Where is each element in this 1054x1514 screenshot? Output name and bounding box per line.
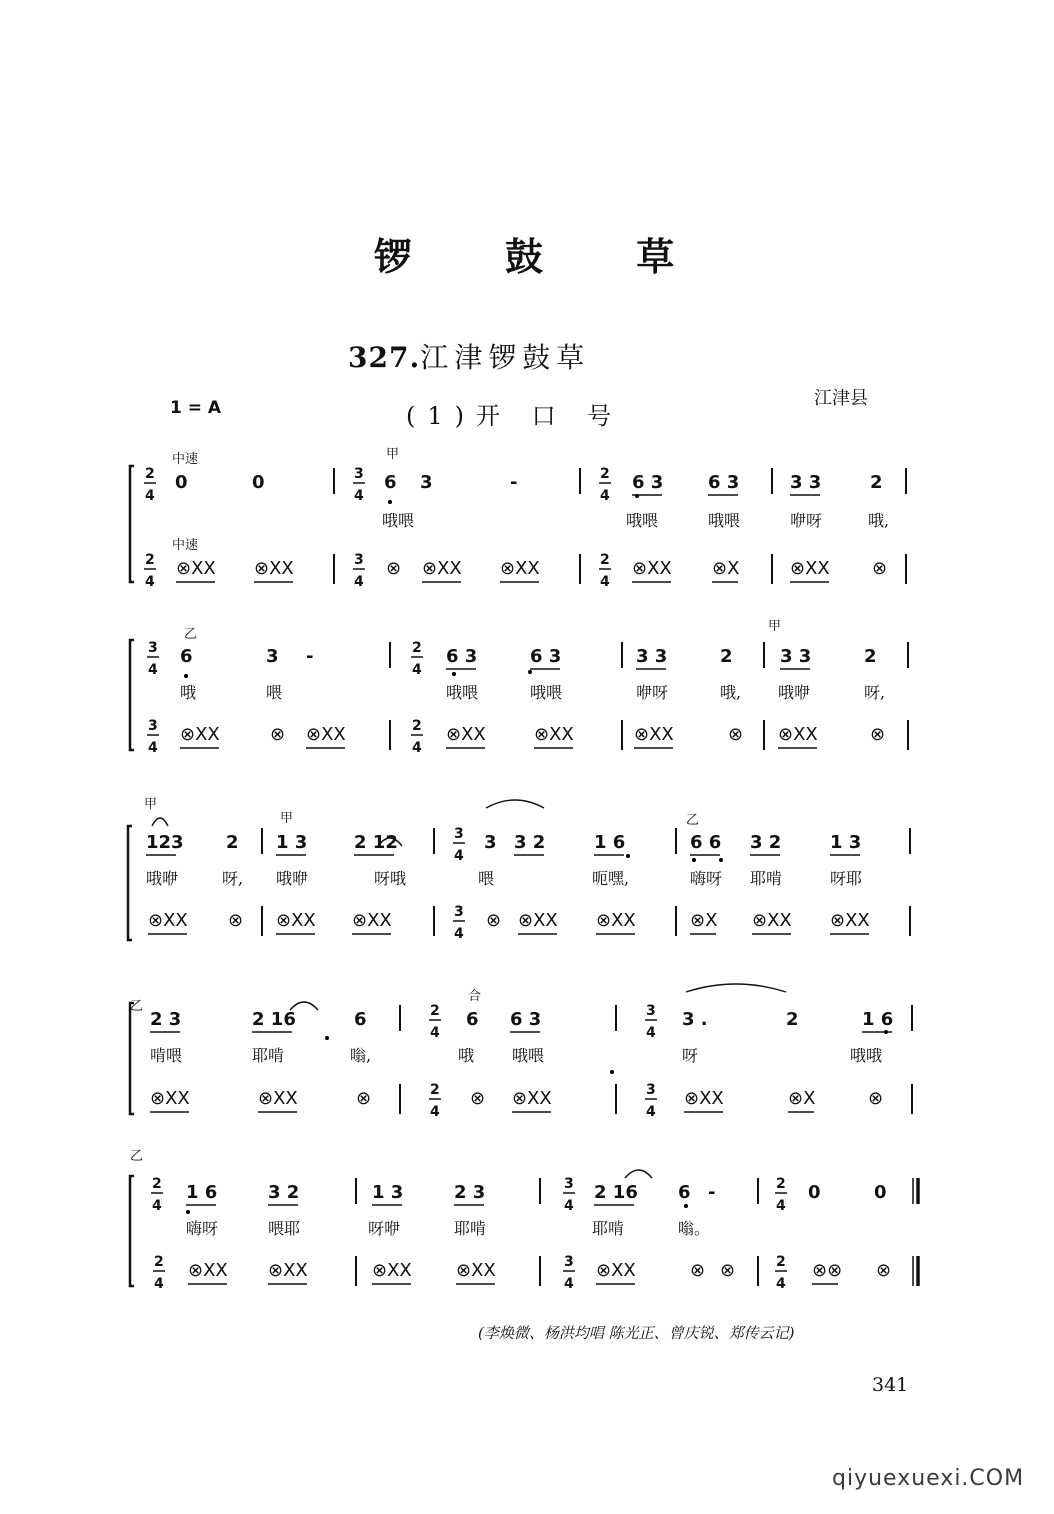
- system-2-melody-note: 6 3: [446, 646, 478, 667]
- system-1-perc-time-sig-den: 4: [600, 574, 610, 590]
- system-3-perc-note: ⊗XX: [148, 910, 188, 931]
- tempo-mark-perc: 中速: [172, 538, 199, 553]
- system-2-perc-note: ⊗XX: [180, 724, 220, 745]
- system-4-melody-note: 2 3: [150, 1009, 182, 1030]
- octave-dot: [610, 1070, 614, 1074]
- system-5-melody-note: 3 2: [268, 1182, 300, 1203]
- voice-marker: 乙: [130, 999, 144, 1014]
- system-3-melody-note: 123: [146, 832, 184, 853]
- system-2-melody-time-sig-den: 4: [148, 662, 158, 678]
- system-4-lyric: 嗡,: [350, 1046, 372, 1065]
- system-2-perc-note: ⊗: [728, 724, 744, 745]
- system-4-lyric: 啃喂: [150, 1046, 183, 1065]
- voice-marker: 合: [468, 989, 482, 1004]
- system-1-perc-note: ⊗: [872, 558, 888, 579]
- system-5-perc-time-sig-num: 2: [776, 1254, 786, 1270]
- system-4-perc-time-sig-num: 3: [646, 1082, 656, 1098]
- system-3-melody-note: 6 6: [690, 832, 722, 853]
- system-1-perc-note: ⊗XX: [790, 558, 830, 579]
- system-1-perc-note: ⊗XX: [422, 558, 462, 579]
- system-1-melody-time-sig-den: 4: [354, 488, 364, 504]
- system-1-melody-note: 0: [252, 472, 265, 493]
- system-5-melody-time-sig-den: 4: [776, 1198, 786, 1214]
- watermark-text: qiyuexuexi.COM: [832, 1466, 1025, 1491]
- voice-marker: 乙: [686, 813, 700, 828]
- system-2-lyric: 哦: [180, 683, 197, 702]
- system-1-perc-note: ⊗XX: [500, 558, 540, 579]
- system-1-melody-time-sig-num: 2: [145, 466, 155, 482]
- system-3-perc-note: ⊗XX: [518, 910, 558, 931]
- system-2-perc-note: ⊗XX: [534, 724, 574, 745]
- page-number: 341: [872, 1374, 909, 1396]
- octave-dot: [626, 854, 630, 858]
- system-3-lyric: 哦咿: [146, 869, 179, 888]
- system-5-perc-note: ⊗XX: [372, 1260, 412, 1281]
- system-4-lyric: 哦: [458, 1046, 475, 1065]
- system-1-melody-note: 0: [175, 472, 188, 493]
- system-5-melody-time-sig-den: 4: [564, 1198, 574, 1214]
- system-3-lyric: 哦咿: [276, 869, 309, 888]
- system-4-perc-note: ⊗XX: [258, 1088, 298, 1109]
- system-3-melody-time-sig-num: 3: [454, 826, 464, 842]
- system-1-melody-note: -: [510, 472, 518, 493]
- system-3-melody-note: 1 6: [594, 832, 626, 853]
- watermark: [832, 1466, 1024, 1491]
- system-2-melody-note: 6 3: [530, 646, 562, 667]
- system-2-perc-time-sig-num: 3: [148, 718, 158, 734]
- system-1-melody-note: 6 3: [632, 472, 664, 493]
- voice-marker: 甲: [144, 797, 158, 812]
- system-2-perc-note: ⊗: [270, 724, 286, 745]
- octave-dot: [186, 1210, 190, 1214]
- system-1-lyric: 哦喂: [708, 511, 741, 530]
- system-5-melody-time-sig-num: 3: [564, 1176, 574, 1192]
- octave-dot: [684, 1204, 688, 1208]
- octave-dot: [452, 672, 456, 676]
- system-4-lyric: 哦哦: [850, 1046, 883, 1065]
- octave-dot: [635, 494, 639, 498]
- system-1-lyric: 哦喂: [382, 511, 415, 530]
- system-4-perc-note: ⊗XX: [150, 1088, 190, 1109]
- system-1-melody-time-sig-den: 4: [145, 488, 155, 504]
- voice-marker: 甲: [280, 811, 294, 826]
- system-3-lyric: 嗨呀: [690, 869, 723, 888]
- system-5-perc-note: ⊗: [690, 1260, 706, 1281]
- system-2-melody-note: 6: [180, 646, 193, 667]
- system-2-melody-note: 3 3: [780, 646, 812, 667]
- system-2-lyric: 咿呀: [636, 683, 669, 702]
- page-title: 锣 鼓 草: [373, 235, 715, 279]
- voice-marker: 甲: [768, 619, 782, 634]
- system-5-melody-note: 0: [808, 1182, 821, 1203]
- system-1-perc-time-sig-num: 2: [145, 552, 155, 568]
- system-5-perc-time-sig-den: 4: [154, 1276, 164, 1292]
- system-4-melody-note: 6: [466, 1009, 479, 1030]
- slur: [686, 984, 786, 992]
- system-5-melody-note: -: [708, 1182, 716, 1203]
- system-3-lyric: 呃嘿,: [592, 869, 630, 888]
- system-5-lyric: 喂耶: [268, 1219, 301, 1238]
- system-1-perc-time-sig-den: 4: [354, 574, 364, 590]
- voice-marker: 甲: [386, 447, 400, 462]
- system-3-lyric: 呀,: [222, 869, 244, 888]
- system-4-melody-time-sig-den: 4: [646, 1025, 656, 1041]
- system-1-melody-note: 6: [384, 472, 397, 493]
- system-4-melody-note: 2 16: [252, 1009, 296, 1030]
- system-3-melody-note: 3 2: [514, 832, 546, 853]
- system-5-melody-time-sig-num: 2: [776, 1176, 786, 1192]
- system-5-melody-time-sig-den: 4: [152, 1198, 162, 1214]
- slur: [625, 1170, 652, 1178]
- system-5-melody-note: 0: [874, 1182, 887, 1203]
- system-4-lyric: 哦喂: [512, 1046, 545, 1065]
- system-3-perc-note: ⊗XX: [596, 910, 636, 931]
- system-4-perc-note: ⊗X: [788, 1088, 816, 1109]
- system-1-melody-time-sig-num: 2: [600, 466, 610, 482]
- system-2-perc-note: ⊗XX: [634, 724, 674, 745]
- system-4-perc-note: ⊗XX: [684, 1088, 724, 1109]
- system-3-perc-note: ⊗X: [690, 910, 718, 931]
- system-5-melody-note: 1 3: [372, 1182, 404, 1203]
- system-2-lyric: 哦喂: [446, 683, 479, 702]
- system-2-perc-note: ⊗XX: [778, 724, 818, 745]
- system-2-melody-note: -: [306, 646, 314, 667]
- system-1-perc-note: ⊗XX: [632, 558, 672, 579]
- credits: (李焕微、杨洪均唱 陈光正、曾庆锐、郑传云记): [478, 1324, 795, 1342]
- system-2-melody-note: 2: [864, 646, 877, 667]
- system-1-melody-note: 3 3: [790, 472, 822, 493]
- system-2-lyric: 哦喂: [530, 683, 563, 702]
- system-5-perc-note: ⊗XX: [596, 1260, 636, 1281]
- system-4-perc-note: ⊗: [470, 1088, 486, 1109]
- slur: [486, 800, 544, 808]
- system-2-melody-note: 3: [266, 646, 279, 667]
- system-1-perc-time-sig-num: 3: [354, 552, 364, 568]
- voice-marker: 乙: [130, 1149, 144, 1164]
- region-label: 江津县: [814, 388, 868, 409]
- system-1-perc-note: ⊗: [386, 558, 402, 579]
- song-number: 327.: [348, 341, 421, 374]
- key-signature: 1 = A: [170, 398, 222, 418]
- system-4-lyric: 耶啃: [252, 1046, 285, 1065]
- system-4-perc-time-sig-den: 4: [646, 1104, 656, 1120]
- system-2-melody-time-sig-num: 2: [412, 640, 422, 656]
- system-5-perc-note: ⊗XX: [188, 1260, 228, 1281]
- system-4-perc-time-sig-den: 4: [430, 1104, 440, 1120]
- octave-dot: [325, 1036, 329, 1040]
- system-1-lyric: 哦,: [868, 511, 890, 530]
- system-3-melody-note: 1 3: [276, 832, 308, 853]
- system-1-melody-time-sig-num: 3: [354, 466, 364, 482]
- song-name: 江津锣鼓草: [420, 341, 591, 374]
- system-4-melody-note: 3 .: [682, 1009, 708, 1030]
- voice-marker: 乙: [184, 627, 198, 642]
- system-1-melody-note: 6 3: [708, 472, 740, 493]
- system-5-perc-note: ⊗⊗: [812, 1260, 843, 1281]
- system-5-perc-note: ⊗XX: [456, 1260, 496, 1281]
- system-3-lyric: 呀耶: [830, 869, 863, 888]
- system-5-perc-time-sig-den: 4: [564, 1276, 574, 1292]
- octave-dot: [884, 1030, 888, 1034]
- system-3-lyric: 呀哦: [374, 869, 407, 888]
- system-2-melody-note: 2: [720, 646, 733, 667]
- system-2-perc-time-sig-num: 2: [412, 718, 422, 734]
- system-2-perc-time-sig-den: 4: [412, 740, 422, 756]
- system-4-melody-note: 1 6: [862, 1009, 894, 1030]
- system-3-melody-note: 3 2: [750, 832, 782, 853]
- system-2-lyric: 哦,: [720, 683, 742, 702]
- system-2-bracket: [130, 640, 134, 750]
- system-5-lyric: 呀咿: [368, 1219, 401, 1238]
- system-4-bracket: [130, 1003, 134, 1114]
- system-1-bracket: [130, 466, 134, 582]
- system-3-bracket: [128, 826, 132, 940]
- system-4-melody-note: 6: [354, 1009, 367, 1030]
- system-3-perc-note: ⊗XX: [276, 910, 316, 931]
- system-1-perc-note: ⊗XX: [176, 558, 216, 579]
- system-3-lyric: 耶啃: [750, 869, 783, 888]
- system-2-lyric: 哦咿: [778, 683, 811, 702]
- system-2-perc-note: ⊗XX: [446, 724, 486, 745]
- system-3-perc-note: ⊗XX: [352, 910, 392, 931]
- system-5-lyric: 嗡。: [678, 1219, 711, 1238]
- system-5-melody-note: 6: [678, 1182, 691, 1203]
- system-5-perc-note: ⊗: [876, 1260, 892, 1281]
- system-5-perc-note: ⊗XX: [268, 1260, 308, 1281]
- system-1-perc-time-sig-den: 4: [145, 574, 155, 590]
- system-2-perc-note: ⊗: [870, 724, 886, 745]
- system-5-melody-time-sig-num: 2: [152, 1176, 162, 1192]
- system-5-bracket: [130, 1176, 134, 1286]
- system-1-lyric: 哦喂: [626, 511, 659, 530]
- system-4-perc-note: ⊗: [868, 1088, 884, 1109]
- system-2-melody-time-sig-num: 3: [148, 640, 158, 656]
- system-2-lyric: 喂: [266, 683, 283, 702]
- system-4-melody-time-sig-num: 2: [430, 1003, 440, 1019]
- system-2-lyric: 呀,: [864, 683, 886, 702]
- system-2-perc-note: ⊗XX: [306, 724, 346, 745]
- system-4-melody-time-sig-den: 4: [430, 1025, 440, 1041]
- system-5-perc-note: ⊗: [720, 1260, 736, 1281]
- system-3-melody-note: 2 12: [354, 832, 398, 853]
- system-1-lyric: 咿呀: [790, 511, 823, 530]
- system-5-perc-time-sig-den: 4: [776, 1276, 786, 1292]
- system-1-perc-note: ⊗X: [712, 558, 740, 579]
- system-4-melody-note: 6 3: [510, 1009, 542, 1030]
- octave-dot: [528, 670, 532, 674]
- system-3-perc-note: ⊗XX: [752, 910, 792, 931]
- system-5-melody-note: 2 16: [594, 1182, 638, 1203]
- slur: [152, 818, 168, 826]
- system-5-perc-time-sig-num: 3: [564, 1254, 574, 1270]
- system-3-perc-note: ⊗XX: [830, 910, 870, 931]
- octave-dot: [388, 500, 392, 504]
- system-4-perc-time-sig-num: 2: [430, 1082, 440, 1098]
- system-5-lyric: 耶啃: [592, 1219, 625, 1238]
- system-1-melody-time-sig-den: 4: [600, 488, 610, 504]
- system-4-lyric: 呀: [682, 1046, 699, 1065]
- system-1-melody-note: 3: [420, 472, 433, 493]
- system-3-melody-time-sig-den: 4: [454, 848, 464, 864]
- system-4-perc-note: ⊗XX: [512, 1088, 552, 1109]
- system-4-melody-time-sig-num: 3: [646, 1003, 656, 1019]
- system-5-perc-time-sig-num: 2: [154, 1254, 164, 1270]
- system-4-melody-note: 2: [786, 1009, 799, 1030]
- system-3-melody-note: 3: [484, 832, 497, 853]
- system-3-perc-time-sig-den: 4: [454, 926, 464, 942]
- system-5-lyric: 嗨呀: [186, 1219, 219, 1238]
- system-2-melody-note: 3 3: [636, 646, 668, 667]
- system-3-melody-note: 2: [226, 832, 239, 853]
- octave-dot: [719, 858, 723, 862]
- system-5-lyric: 耶啃: [454, 1219, 487, 1238]
- system-5-melody-note: 1 6: [186, 1182, 218, 1203]
- octave-dot: [184, 674, 188, 678]
- system-4-perc-note: ⊗: [356, 1088, 372, 1109]
- system-3-perc-note: ⊗: [486, 910, 502, 931]
- system-1-perc-note: ⊗XX: [254, 558, 294, 579]
- tempo-mark: 中速: [172, 452, 199, 467]
- system-3-perc-note: ⊗: [228, 910, 244, 931]
- octave-dot: [692, 858, 696, 862]
- system-2-melody-time-sig-den: 4: [412, 662, 422, 678]
- system-5-melody-note: 2 3: [454, 1182, 486, 1203]
- system-3-lyric: 喂: [478, 869, 495, 888]
- system-2-perc-time-sig-den: 4: [148, 740, 158, 756]
- section-title: (1)开 口 号: [406, 402, 624, 430]
- system-1-melody-note: 2: [870, 472, 883, 493]
- system-3-melody-note: 1 3: [830, 832, 862, 853]
- system-1-perc-time-sig-num: 2: [600, 552, 610, 568]
- system-3-perc-time-sig-num: 3: [454, 904, 464, 920]
